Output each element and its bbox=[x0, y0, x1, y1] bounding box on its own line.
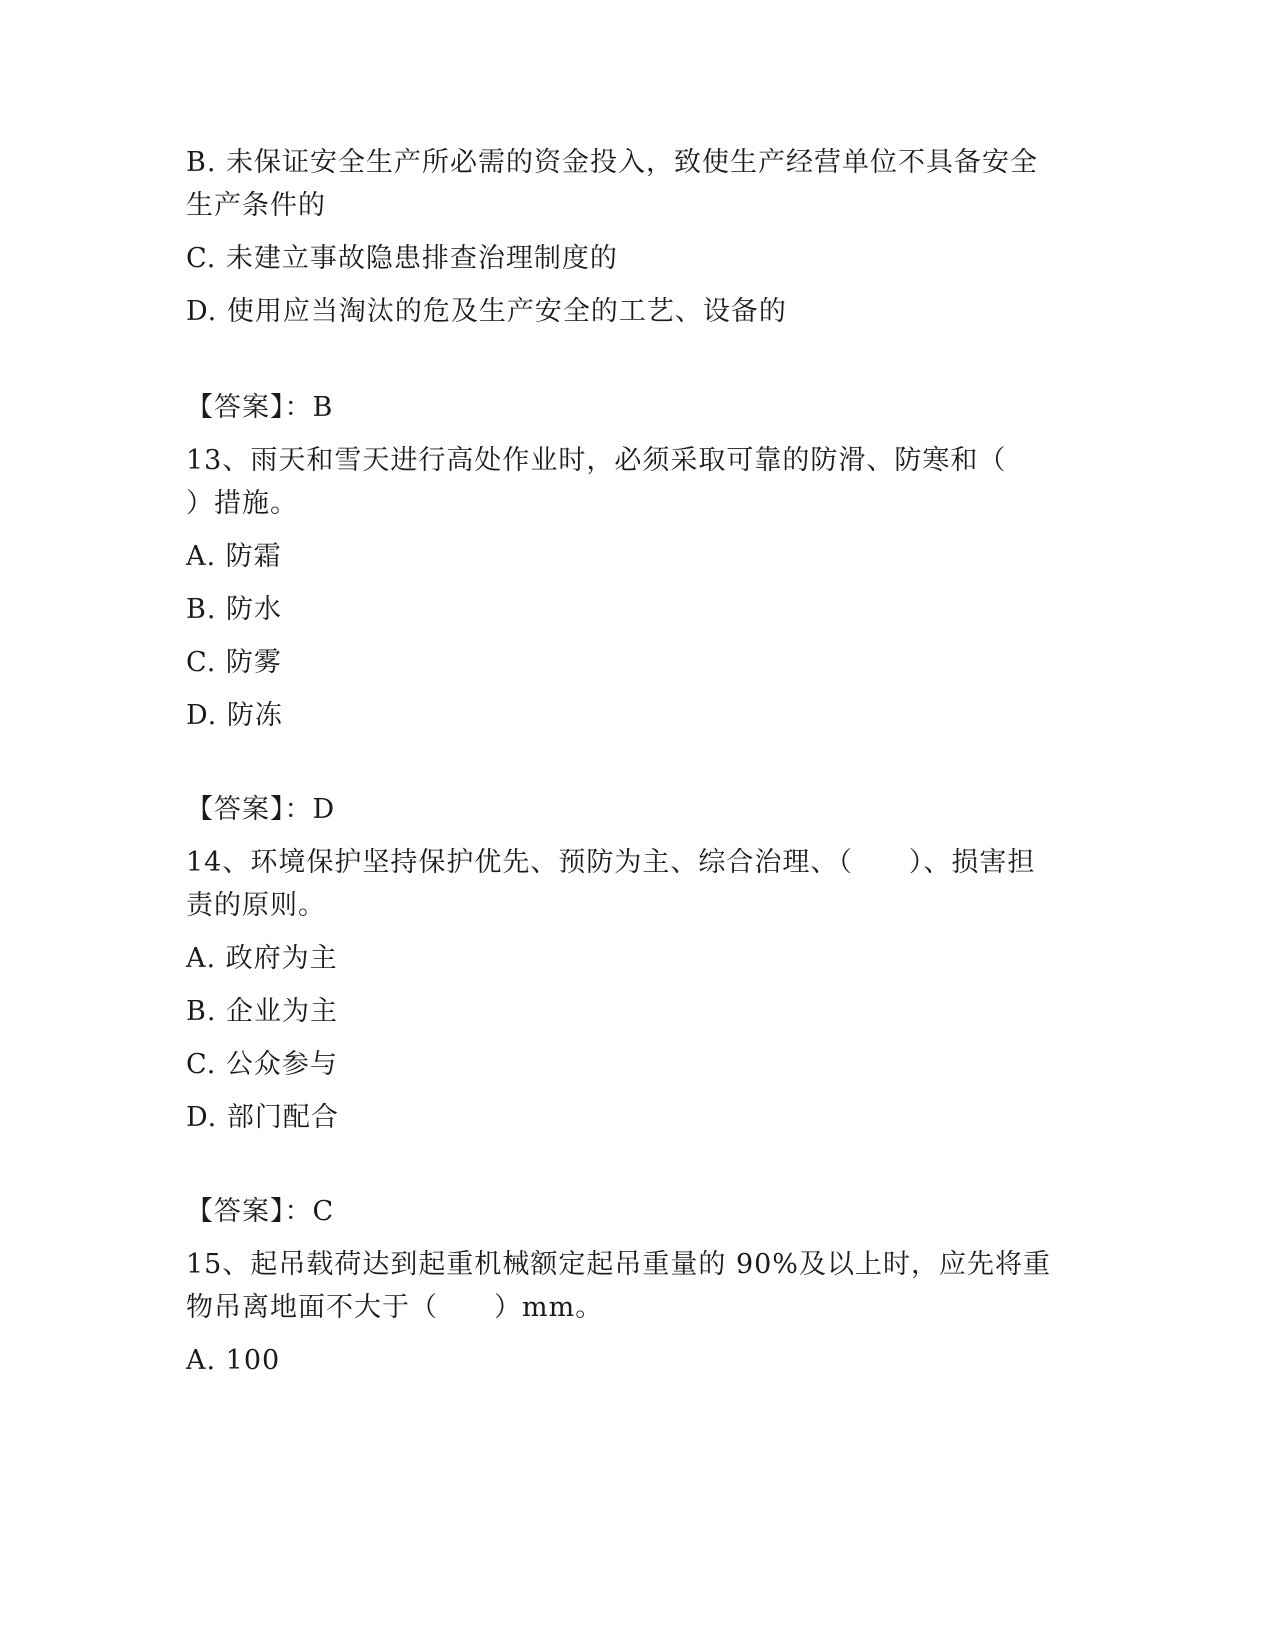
q12-answer: 【答案】：B bbox=[186, 392, 334, 423]
q13-stem-line-2: ）措施。 bbox=[186, 488, 298, 519]
q15-stem-line-1: 15、起吊载荷达到起重机械额定起吊重量的 90%及以上时，应先将重 bbox=[186, 1249, 1051, 1280]
q13-answer: 【答案】：D bbox=[186, 794, 336, 825]
q14-option-a: A. 政府为主 bbox=[186, 943, 338, 974]
q12-option-d: D. 使用应当淘汰的危及生产安全的工艺、设备的 bbox=[186, 296, 787, 327]
q14-stem-line-2: 责的原则。 bbox=[186, 890, 326, 921]
q14-option-b: B. 企业为主 bbox=[186, 996, 339, 1027]
q14-stem-line-1: 14、环境保护坚持保护优先、预防为主、综合治理、（ ）、损害担 bbox=[186, 847, 1036, 878]
q12-option-b-line-2: 生产条件的 bbox=[186, 190, 326, 221]
q12-option-b-line-1: B. 未保证安全生产所必需的资金投入，致使生产经营单位不具备安全 bbox=[186, 147, 1039, 178]
q15-stem-line-2: 物吊离地面不大于（ ）mm。 bbox=[186, 1292, 604, 1323]
q13-option-b: B. 防水 bbox=[186, 594, 283, 625]
q14-option-c: C. 公众参与 bbox=[186, 1049, 338, 1080]
q13-option-c: C. 防雾 bbox=[186, 647, 282, 678]
q12-option-c: C. 未建立事故隐患排查治理制度的 bbox=[186, 243, 618, 274]
q15-option-a: A. 100 bbox=[186, 1345, 281, 1376]
q13-stem-line-1: 13、雨天和雪天进行高处作业时，必须采取可靠的防滑、防寒和（ bbox=[186, 445, 1007, 476]
q14-answer: 【答案】：C bbox=[186, 1196, 335, 1227]
q14-option-d: D. 部门配合 bbox=[186, 1102, 339, 1133]
q13-option-a: A. 防霜 bbox=[186, 541, 282, 572]
q13-option-d: D. 防冻 bbox=[186, 700, 283, 731]
